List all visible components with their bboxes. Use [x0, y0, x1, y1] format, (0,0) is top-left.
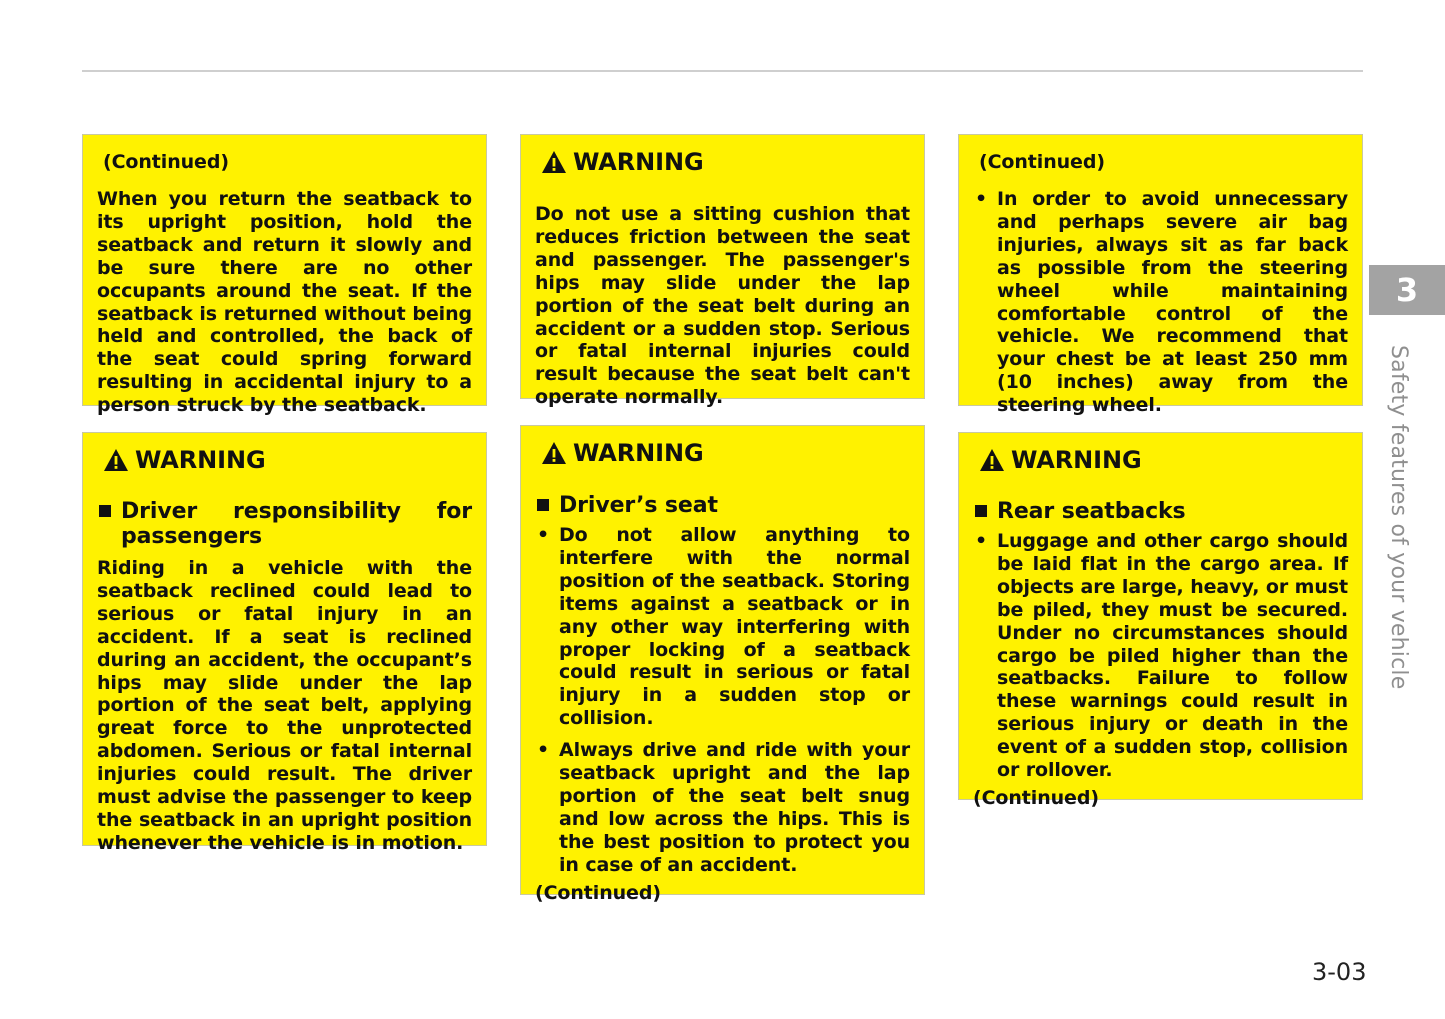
warning-triangle-icon	[979, 448, 1005, 472]
page-number: 3-03	[1312, 958, 1367, 986]
continued-label: (Continued)	[979, 151, 1105, 173]
warning-box-drivers-seat	[520, 425, 925, 904]
warning-box-air-bag-distance	[958, 134, 1363, 417]
bullet-item	[973, 530, 1348, 782]
chapter-tab: 3	[1369, 265, 1445, 315]
continued-label: (Continued)	[535, 881, 661, 904]
warning-triangle-icon	[103, 448, 129, 472]
bullet-item	[535, 739, 910, 876]
warning-box-sitting-cushion	[520, 134, 925, 409]
square-bullet-icon	[537, 499, 549, 511]
chapter-title: Safety features of your vehicle	[1386, 345, 1411, 690]
section-heading-text: Driver responsibility for passengers	[121, 499, 472, 549]
bullet-item	[973, 188, 1348, 417]
bullet-item	[535, 524, 910, 730]
header-rule	[82, 70, 1363, 72]
box-body: When you return the seatback to its upright position, hold the seatback and return it slowly and be sure there are no other occupants around the seat. If the seatback is returned without being held and controlled, the back of the seat could spring forward resulting in accidental injury to a person struck by the seatback.	[97, 188, 472, 417]
section-heading	[535, 493, 910, 518]
square-bullet-icon	[975, 505, 987, 517]
warning-box-driver-responsibility	[82, 432, 487, 854]
section-heading-text: Rear seatbacks	[997, 499, 1186, 524]
bullet-dot: •	[537, 524, 550, 546]
bullet-text: In order to avoid unnecessary and perhaps severe air bag injuries, always sit as far back as possible from the steering wheel while maintaining comfortable control of the vehicle. We recommend that your chest be at least 250 mm (10 inches) away from the steering wheel.	[997, 188, 1348, 417]
bullet-text: Always drive and ride with your seatback upright and the lap portion of the seat belt snug and low across the hips. This is the best position to protect you in case of an accident.	[559, 739, 910, 876]
section-heading	[97, 499, 472, 549]
box-body: Riding in a vehicle with the seatback reclined could lead to serious or fatal injury in an accident. If a seat is reclined during an accident, the occupant’s hips may slide under the lap portion of the seat belt, applying great force to the unprotected abdomen. Serious or fatal internal injuries could result. The driver must advise the passenger to keep the seatback in an upright position whenever the vehicle is in motion.	[97, 557, 472, 854]
warning-header	[97, 445, 472, 475]
warning-triangle-icon	[541, 441, 567, 465]
square-bullet-icon	[99, 505, 111, 517]
warning-header	[535, 438, 910, 468]
continued-label: (Continued)	[103, 151, 229, 173]
warning-box-seatback-return	[82, 134, 487, 417]
warning-header	[973, 445, 1348, 475]
bullet-text: Luggage and other cargo should be laid flat in the cargo area. If objects are large, heavy, or must be piled, they must be secured. Under no circumstances should cargo be piled higher than the seatbacks. Failure to follow these warnings could result in serious injury or death in the event of a sudden stop, collision or rollover.	[997, 530, 1348, 782]
box-body: Do not use a sitting cushion that reduces friction between the seat and passenger. The passenger's hips may slide under the lap portion of the seat belt during an accident or a sudden stop. Serious or fatal internal injuries could result because the seat belt can't operate normally.	[535, 203, 910, 409]
warning-triangle-icon	[541, 150, 567, 174]
bullet-text: Do not allow anything to interfere with the normal position of the seatback. Storing items against a seatback or in any other way interfering with proper locking of a seatback could result in serious or fatal injury in a sudden stop or collision.	[559, 524, 910, 730]
warning-title: WARNING	[573, 148, 704, 176]
continued-label: (Continued)	[973, 786, 1099, 809]
warning-title: WARNING	[573, 439, 704, 467]
warning-title: WARNING	[135, 446, 266, 474]
section-heading-text: Driver’s seat	[559, 493, 718, 518]
section-heading	[973, 499, 1348, 524]
bullet-dot: •	[537, 739, 550, 762]
warning-header	[535, 147, 910, 177]
bullet-dot: •	[975, 530, 988, 552]
bullet-dot: •	[975, 188, 988, 210]
warning-box-rear-seatbacks	[958, 432, 1363, 809]
warning-title: WARNING	[1011, 446, 1142, 474]
